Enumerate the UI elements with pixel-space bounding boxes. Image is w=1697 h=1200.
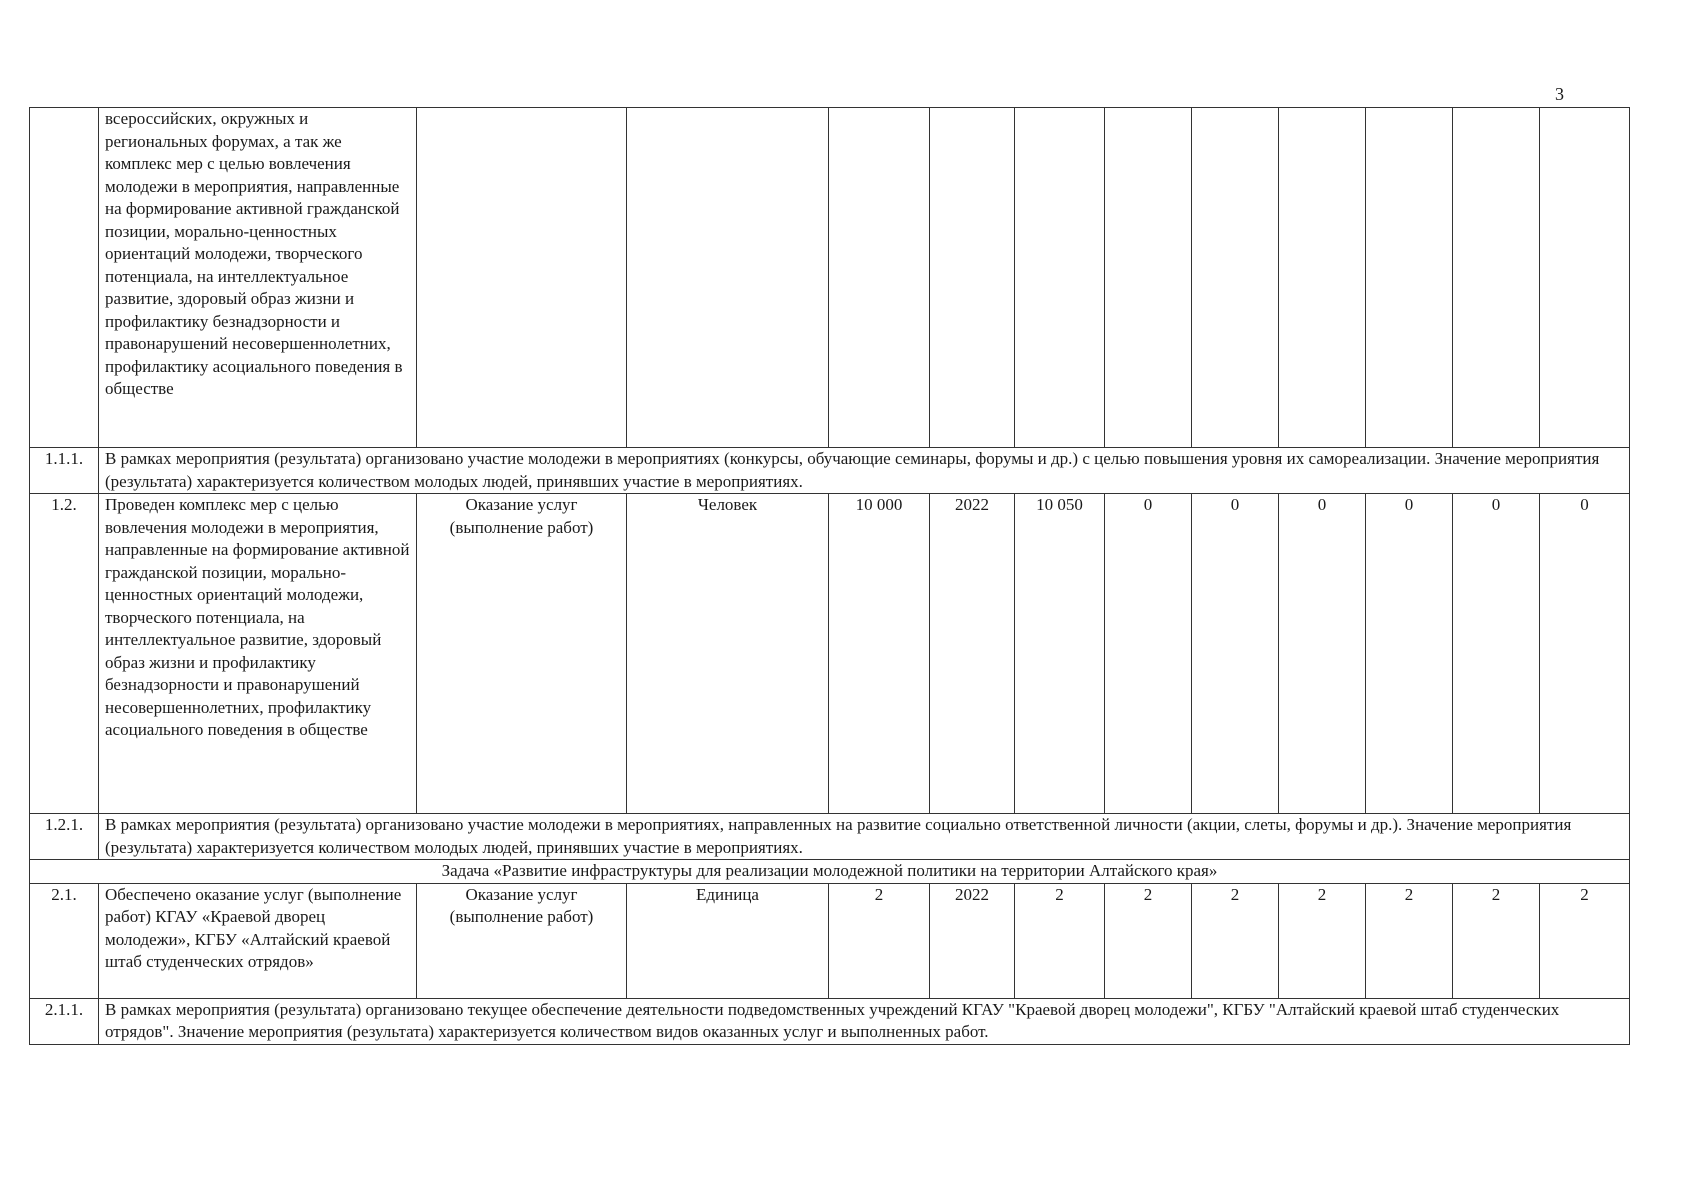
table-row — [30, 494, 1630, 814]
value-cell: 2 — [1192, 883, 1279, 998]
row-number-cell: 1.1.1. — [30, 448, 99, 494]
task-heading: Задача «Развитие инфраструктуры для реализации молодежной политики на территории Алтайского края» — [30, 860, 1630, 884]
row-number-cell: 1.2.1. — [30, 814, 99, 860]
base-value-cell: 2 — [829, 883, 930, 998]
row-number-cell: 1.2. — [30, 494, 99, 814]
value-cell: 2 — [1279, 883, 1366, 998]
value-cell: 10 050 — [1015, 494, 1105, 814]
type-cell: Оказание услуг (выполнение работ) — [417, 494, 627, 814]
table-row — [30, 860, 1630, 884]
base-value-cell: 10 000 — [829, 494, 930, 814]
row-number-cell: 2.1.1. — [30, 998, 99, 1044]
result-description-cell: В рамках мероприятия (результата) организовано участие молодежи в мероприятиях (конкурсы, обучающие семинары, форумы и др.) с целью повышения уровня их самореализации. Значение мероприятия (результата) характеризуется количеством молодых людей, принявших участие в мероприятиях. — [99, 448, 1630, 494]
unit-cell: Человек — [627, 494, 829, 814]
table-row — [30, 448, 1630, 494]
row-number-cell: 2.1. — [30, 883, 99, 998]
value-cell: 0 — [1540, 494, 1630, 814]
description-cell: Обеспечено оказание услуг (выполнение работ) КГАУ «Краевой дворец молодежи», КГБУ «Алтайский краевой штаб студенческих отрядов» — [99, 883, 417, 998]
result-description-cell: В рамках мероприятия (результата) организовано участие молодежи в мероприятиях, направленных на развитие социально ответственной личности (акции, слеты, форумы и др.). Значение мероприятия (результата) характеризуется количеством молодых людей, принявших участие в мероприятиях. — [99, 814, 1630, 860]
value-cell: 0 — [1105, 494, 1192, 814]
description-cell: Проведен комплекс мер с целью вовлечения молодежи в мероприятия, направленные на формирование активной гражданской позиции, морально-ценностных ориентаций молодежи, творческого потенциала, на интеллектуальное развитие, здоровый образ жизни и профилактику безнадзорности и правонарушений несовершеннолетних, профилактику асоциального поведения в обществе — [99, 494, 417, 814]
base-year-cell: 2022 — [930, 494, 1015, 814]
value-cell: 0 — [1453, 494, 1540, 814]
table-row — [30, 883, 1630, 998]
value-cell: 2 — [1366, 883, 1453, 998]
value-cell: 0 — [1279, 494, 1366, 814]
table-row — [30, 814, 1630, 860]
type-cell: Оказание услуг (выполнение работ) — [417, 883, 627, 998]
value-cell: 2 — [1540, 883, 1630, 998]
table-row — [30, 108, 1630, 448]
value-cell: 0 — [1192, 494, 1279, 814]
unit-cell: Единица — [627, 883, 829, 998]
page-number: 3 — [1555, 84, 1564, 104]
value-cell: 2 — [1453, 883, 1540, 998]
result-description-cell: В рамках мероприятия (результата) организовано текущее обеспечение деятельности подведомственных учреждений КГАУ "Краевой дворец молодежи", КГБУ "Алтайский краевой штаб студенческих отрядов". Значение мероприятия (результата) характеризуется количеством видов оказанных услуг и выполненных работ. — [99, 998, 1630, 1044]
description-cell: всероссийских, окружных и региональных форумах, а так же комплекс мер с целью вовлечения молодежи в мероприятия, направленные на формирование активной гражданской позиции, морально-ценностных ориентаций молодежи, творческого потенциала, на интеллектуальное развитие, здоровый образ жизни и профилактику безнадзорности и правонарушений несовершеннолетних, профилактику асоциального поведения в обществе — [99, 108, 417, 448]
value-cell: 2 — [1105, 883, 1192, 998]
table-row — [30, 998, 1630, 1044]
base-year-cell: 2022 — [930, 883, 1015, 998]
row-number-cell — [30, 108, 99, 448]
results-table — [29, 107, 1630, 1045]
value-cell: 2 — [1015, 883, 1105, 998]
value-cell: 0 — [1366, 494, 1453, 814]
